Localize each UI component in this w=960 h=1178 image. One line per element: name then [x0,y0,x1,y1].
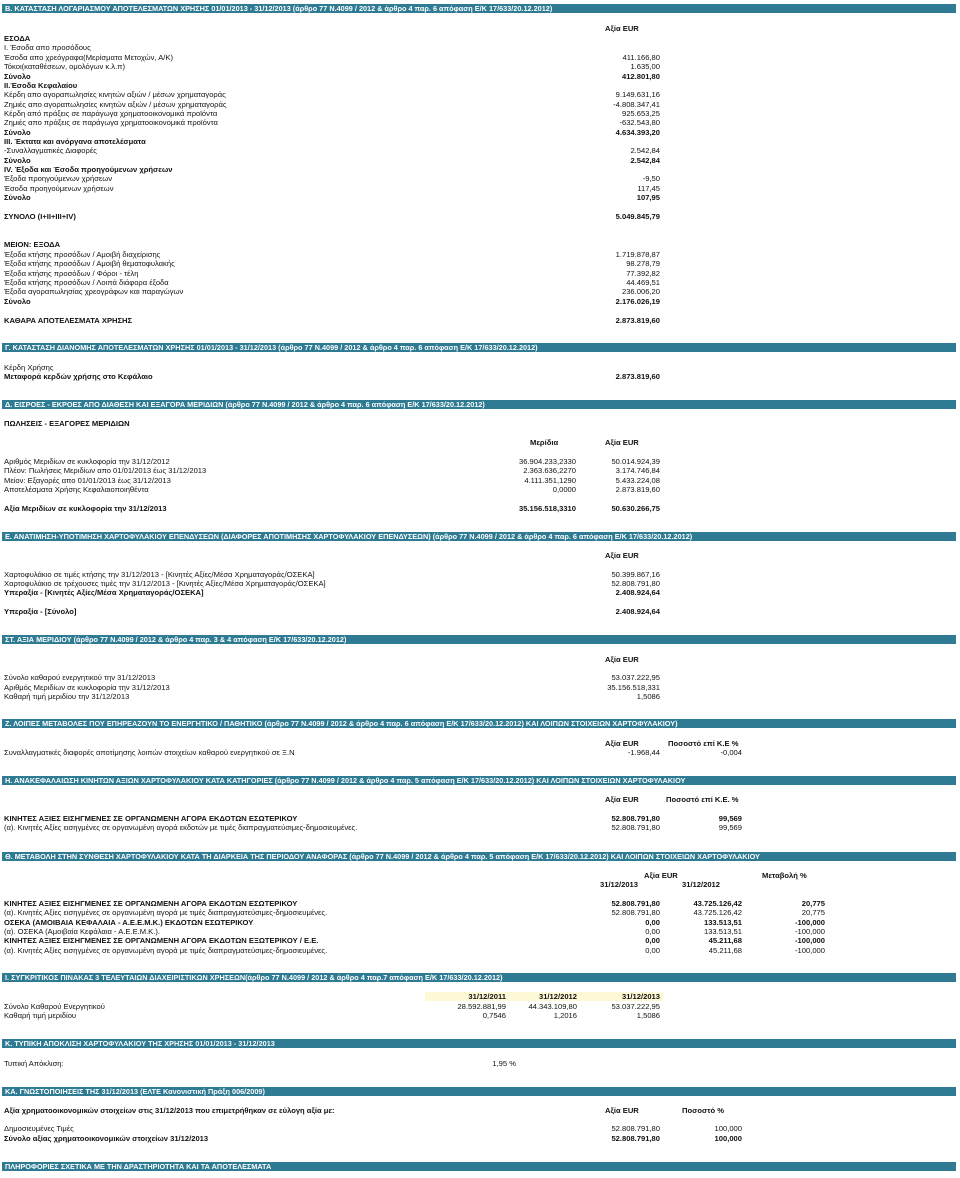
row-percent: -0,004 [720,748,742,757]
row-label: Σύνολο Καθαρού Ενεργητικού [4,1002,105,1011]
row-value: 925.653,25 [621,109,660,118]
row-label: Έξοδα προηγούμενων χρήσεων [4,174,112,183]
income-revenue-heading: Ι. Έσοδα απο προσόδους [4,43,91,52]
section-info-header: ΠΛΗΡΟΦΟΡΙΕΣ ΣΧΕΤΙΚΑ ΜΕ ΤΗΝ ΔΡΑΣΤΗΡΙΟΤΗΤΑ ΚΑΙ ΤΑ ΑΠΟΤΕΛΕΣΜΑΤΑ [2,1162,956,1171]
row-change: 20,775 [801,899,825,908]
section-e-header: Ε. ΑΝΑΤΙΜΗΣΗ-ΥΠΟΤΙΜΗΣΗ ΧΑΡΤΟΦΥΛΑΚΙΟΥ ΕΠΕΝΔΥΣΕΩΝ (ΔΙΑΦΟΡΕΣ ΑΠΟΤΙΜΗΣΗΣ ΧΑΡΤΟΦΥΛΑΚΙΟΥ ΕΠΕΝΔΥΣΕΩΝ) (άρθρο 77 Ν.4099 / 2012 & άρθρο 4 παρ. 6 απόφαση Ε/Κ 17/633/20.12.2012) [2,532,956,541]
value-eur-header: Αξία EUR [605,655,639,664]
shares-header: Μερίδια [530,438,559,447]
row-label: Κέρδη απο αγοραπωλησίες κινητών αξιών / μέσων χρηματαγοράς [4,90,226,99]
row-label: Δημοσιευμένες Τιμές [4,1124,74,1133]
row-value: 52.808.791,80 [611,1124,660,1133]
row-value: 3.174.746,84 [615,466,660,475]
row-value-2013: 0,00 [645,918,660,927]
row-value: 1.635,00 [630,62,660,71]
grand-total-label: ΣΥΝΟΛΟ (Ι+ΙΙ+ΙΙΙ+ΙV) [4,212,76,221]
capital-gain-total-label: Υπεραξία - [Σύνολο] [4,607,77,616]
subtotal-value: 107,95 [636,193,660,202]
row-shares: 36.904.233,2330 [518,457,576,466]
capital-gain-label: Υπεραξία - [Κινητές Αξίες/Μέσα Χρηματαγοράς/ΟΣΕΚΑ] [4,588,204,597]
row-label: (α). ΟΣΕΚΑ (Αμοιβαία Κεφάλαια - Α.Ε.Ε.Μ.Κ.). [4,927,160,936]
row-shares: 2.363.636,2270 [523,466,576,475]
row-shares: 4.111.351,1290 [524,476,576,485]
subtotal-value: 2.176.026,19 [615,297,660,306]
net-result-label: ΚΑΘΑΡΑ ΑΠΟΤΕΛΕΣΜΑΤΑ ΧΡΗΣΗΣ [4,316,133,325]
row-label: Μείον: Εξαγορές απο 01/01/2013 έως 31/12/2013 [4,476,171,485]
row-label: Έξοδα κτήσης προσόδων / Λοιπά διάφορα έξοδα [4,278,169,287]
prior-years-heading: ΙV. Έξοδα και Έσοδα προηγούμενων χρήσεων [4,165,173,174]
subtotal-value: 2.542,84 [630,156,660,165]
row-percent: 100,000 [714,1124,742,1133]
row-label: (α). Κινητές Αξίες εισηγμένες σε οργανωμένη αγορά με τιμές διαπραγματεύσιμες-δημοσιευμένες. [4,908,328,917]
row-value: 98.278,79 [626,259,660,268]
capital-gain-total-value: 2.408.924,64 [615,607,660,616]
row-value: 1,5086 [636,692,660,701]
row-value-2013: 0,00 [645,927,660,936]
units-outstanding-shares: 35.156.518,3310 [518,504,576,513]
row-value-2012: 133.513,51 [703,927,742,936]
row-label: Κέρδη από πράξεις σε παράγωγα χρηματοοικονομικά προϊόντα [4,109,218,118]
section-g-header: Γ. ΚΑΤΑΣΤΑΣΗ ΔΙΑΝΟΜΗΣ ΑΠΟΤΕΛΕΣΜΑΤΩΝ ΧΡΗΣΗΣ 01/01/2013 - 31/12/2013 (άρθρο 77 Ν.4099 / 2012 & άρθρο 4 παρ. 6 απόφαση Ε/Κ 17/633/20.12.2012) [2,343,956,352]
profit-heading: Κέρδη Χρήσης [4,363,54,372]
row-value: -632.543,80 [619,118,660,127]
row-value: 411.166,80 [622,53,660,62]
row-value-2012: 133.513,51 [703,918,742,927]
section-i-header: Ι. ΣΥΓΚΡΙΤΙΚΟΣ ΠΙΝΑΚΑΣ 3 ΤΕΛΕΥΤΑΙΩΝ ΔΙΑΧΕΙΡΙΣΤΙΚΩΝ ΧΡΗΣΕΩΝ(άρθρο 77 Ν.4099 / 2012 & άρθρο 4 παρ.7 απόφαση Ε/Κ 17/633/20.12.2012) [2,973,956,982]
row-value: 236.006,20 [621,287,660,296]
row-change: -100,000 [795,936,825,945]
row-label: Αποτελέσματα Χρήσης Κεφαλαιοποιηθέντα [4,485,149,494]
std-deviation-label: Τυπική Απόκλιση: [4,1059,64,1068]
row-label: Καθαρή τιμή μεριδίου [4,1011,77,1020]
row-label: Ζημιές απο πράξεις σε παράγωγα χρηματοοικονομικά προϊόντα [4,118,218,127]
section-th-header: Θ. ΜΕΤΑΒΟΛΗ ΣΤΗΝ ΣΥΝΘΕΣΗ ΧΑΡΤΟΦΥΛΑΚΙΟΥ ΚΑΤΑ ΤΗ ΔΙΑΡΚΕΙΑ ΤΗΣ ΠΕΡΙΟΔΟΥ ΑΝΑΦΟΡΑΣ (άρθρο 77 Ν.4099 / 2012 & άρθρο 4 παρ. 5 απόφαση Ε/Κ 17/633/20.12.2012) ΚΑΙ ΛΟΙΠΩΝ ΣΤΟΙΧΕΙΩΝ ΧΑΡΤΟΦΥΛΑΚΙΟΥ [2,852,956,861]
row-value: 77.392,82 [626,269,660,278]
row-label: Ζημιές απο αγοραπωλησίες κινητών αξιών / μέσων χρηματαγοράς [4,100,227,109]
row-value: 5.433.224,08 [615,476,660,485]
row-label: Αριθμός Μεριδίων σε κυκλοφορία την 31/12/2013 [4,683,170,692]
subtotal-value: 412.801,80 [621,72,660,81]
fair-value-total-label: Σύνολο αξίας χρηματοοικονομικών στοιχείων 31/12/2013 [4,1134,209,1143]
income-title: ΕΣΟΔΑ [4,34,31,43]
row-label: Χαρτοφυλάκιο σε τρέχουσες τιμές την 31/12/2013 - [Κινητές Αξίες/Μέσα Χρηματαγοράς/ΟΣΕΚΑ] [4,579,326,588]
row-value-2013: 0,00 [645,946,660,955]
date-2013-header: 31/12/2013 [621,992,660,1001]
row-label: Έσοδα προηγούμενων χρήσεων [4,184,114,193]
sales-redemptions-title: ΠΩΛΗΣΕΙΣ - ΕΞΑΓΟΡΕΣ ΜΕΡΙΔΙΩΝ [4,419,130,428]
section-h-header: Η. ΑΝΑΚΕΦΑΛΑΙΩΣΗ ΚΙΝΗΤΩΝ ΑΞΙΩΝ ΧΑΡΤΟΦΥΛΑΚΙΟΥ ΚΑΤΑ ΚΑΤΗΓΟΡΙΕΣ (άρθρο 77 Ν.4099 / 2012 & άρθρο 4 παρ. 5 απόφαση Ε/Κ 17/633/20.12.2012) ΚΑΙ ΛΟΙΠΩΝ ΣΤΟΙΧΕΙΩΝ ΧΑΡΤΟΦΥΛΑΚΙΟΥ [2,776,956,785]
row-value: -1.968,44 [627,748,660,757]
section-ka-header: ΚΑ. ΓΝΩΣΤΟΠΟΙΗΣΕΙΣ ΤΗΣ 31/12/2013 (ΕΛΤΕ Κανονιστική Πράξη 006/2009) [2,1087,956,1096]
section-d-header: Δ. ΕΙΣΡΟΕΣ - ΕΚΡΟΕΣ ΑΠΟ ΔΙΑΘΕΣΗ ΚΑΙ ΕΞΑΓΟΡΑ ΜΕΡΙΔΙΩΝ (άρθρο 77 Ν.4099 / 2012 & άρθρο 4 παρ. 6 απόφαση Ε/Κ 17/633/20.12.2012) [2,400,956,409]
subtotal-label: Σύνολο [4,297,31,306]
row-value-2011: 0,7546 [482,1011,506,1020]
row-value: 52.808.791,80 [611,814,660,823]
date-2012-header: 31/12/2012 [682,880,721,889]
units-outstanding-value: 50.630.266,75 [611,504,660,513]
std-deviation-value: 1,95 % [492,1059,516,1068]
row-value-2013: 1,5086 [636,1011,660,1020]
value-eur-header: Αξία EUR [605,438,639,447]
row-value-2013: 0,00 [645,936,660,945]
row-value: 44.469,51 [626,278,660,287]
value-eur-header: Αξία EUR [605,24,639,33]
subtotal-value: 4.634.393,20 [615,128,660,137]
row-value: 2.873.819,60 [615,485,660,494]
row-label: Έξοδα κτήσης προσόδων / Φόροι - τέλη [4,269,139,278]
section-z-header: Ζ. ΛΟΙΠΕΣ ΜΕΤΑΒΟΛΕΣ ΠΟΥ ΕΠΗΡΕΑΖΟΥΝ ΤΟ ΕΝΕΡΓΗΤΙΚΟ / ΠΑΘΗΤΙΚΟ (άρθρο 77 Ν.4099 / 2012 & άρθρο 4 παρ. 6 απόφαση Ε/Κ 17/633/20.12.2012) ΚΑΙ ΛΟΙΠΩΝ ΣΤΟΙΧΕΙΩΝ ΧΑΡΤΟΦΥΛΑΚΙΟΥ) [2,719,956,728]
fair-value-total-percent: 100,000 [714,1134,742,1143]
row-change: -100,000 [795,918,825,927]
value-eur-header: Αξία EUR [605,1106,639,1115]
row-label: Έξοδα κτήσης προσόδων / Αμοιβή θεματοφυλακής [4,259,175,268]
row-change: 20,775 [801,908,825,917]
row-label: Χαρτοφυλάκιο σε τιμές κτήσης την 31/12/2013 - [Κινητές Αξίες/Μέσα Χρηματαγοράς/ΟΣΕΚΑ] [4,570,315,579]
subtotal-label: Σύνολο [4,128,31,137]
row-label: Αριθμός Μεριδίων σε κυκλοφορία την 31/12/2012 [4,457,170,466]
profit-transfer-value: 2.873.819,60 [615,372,660,381]
row-label: Τόκοι(καταθέσεων, ομολόγων κ.λ.π) [4,62,125,71]
subtotal-label: Σύνολο [4,156,31,165]
section-k-header: Κ. ΤΥΠΙΚΗ ΑΠΟΚΛΙΣΗ ΧΑΡΤΟΦΥΛΑΚΙΟΥ ΤΗΣ ΧΡΗΣΗΣ 01/01/2013 - 31/12/2013 [2,1039,956,1048]
row-change: -100,000 [795,927,825,936]
row-label: Πλέον: Πωλήσεις Μεριδίων απο 01/01/2013 έως 31/12/2013 [4,466,207,475]
units-outstanding-label: Αξία Μεριδίων σε κυκλοφορία την 31/12/2013 [4,504,167,513]
fair-value-title: Αξία χρηματοοικονομικών στοιχείων στις 31/12/2013 που επιμετρήθηκαν σε εύλογη αξία με: [4,1106,335,1115]
row-value-2011: 28.592.881,99 [457,1002,506,1011]
row-value: 53.037.222,95 [611,673,660,682]
row-value-2012: 44.343.109,80 [528,1002,577,1011]
row-label: ΚΙΝΗΤΕΣ ΑΞΙΕΣ ΕΙΣΗΓΜΕΝΕΣ ΣΕ ΟΡΓΑΝΩΜΕΝΗ ΑΓΟΡΑ ΕΚΔΟΤΩΝ ΕΣΩΤΕΡΙΚΟΥ [4,899,298,908]
row-value: 52.808.791,80 [611,579,660,588]
row-value: 52.808.791,80 [611,823,660,832]
value-eur-header: Αξία EUR [605,551,639,560]
row-label: (α). Κινητές Αξίες εισηγμένες σε οργανωμένη αγορά με τιμές διαπραγματεύσιμες-δημοσιευμένες. [4,946,328,955]
row-value-2012: 45.211,68 [708,936,742,945]
row-value: 50.399.867,16 [611,570,660,579]
date-2011-header: 31/12/2011 [468,992,506,1001]
row-value-2012: 1,2016 [553,1011,577,1020]
row-label: Συναλλαγματικές διαφορές αποτίμησης λοιπών στοιχείων καθαρού ενεργητικού σε Ξ.Ν [4,748,295,757]
row-value: 117,45 [637,184,660,193]
row-value: -9,50 [642,174,660,183]
fair-value-total-value: 52.808.791,80 [611,1134,660,1143]
row-label: Σύνολο καθαρού ενεργητικού την 31/12/2013 [4,673,156,682]
row-label: ΚΙΝΗΤΕΣ ΑΞΙΕΣ ΕΙΣΗΓΜΕΝΕΣ ΣΕ ΟΡΓΑΝΩΜΕΝΗ ΑΓΟΡΑ ΕΚΔΟΤΩΝ ΕΣΩΤΕΡΙΚΟΥ [4,814,298,823]
row-label: ΚΙΝΗΤΕΣ ΑΞΙΕΣ ΕΙΣΗΓΜΕΝΕΣ ΣΕ ΟΡΓΑΝΩΜΕΝΗ ΑΓΟΡΑ ΕΚΔΟΤΩΝ ΕΞΩΤΕΡΙΚΟΥ / Ε.Ε. [4,936,319,945]
subtotal-label: Σύνολο [4,193,31,202]
row-shares: 0,0000 [552,485,576,494]
extraordinary-heading: ΙΙΙ. Έκτατα και ανόργανα αποτελέσματα [4,137,146,146]
capital-income-heading: ΙΙ.Έσοδα Κεφαλαίου [4,81,78,90]
percent-nav-header: Ποσοστό επί Κ.Ε. % [666,795,739,804]
row-value: 35.156.518,331 [607,683,660,692]
row-value: 50.014.924,39 [611,457,660,466]
row-percent: 99,569 [718,814,742,823]
row-label: Έξοδα κτήσης προσόδων / Αμοιβή διαχείρισης [4,250,161,259]
value-eur-header: Αξία EUR [644,871,678,880]
row-label: Καθαρή τιμή μεριδίου την 31/12/2013 [4,692,130,701]
row-change: -100,000 [795,946,825,955]
row-label: ΟΣΕΚΑ (ΑΜΟΙΒΑΙΑ ΚΕΦΑΛΑΙΑ - Α.Ε.Ε.Μ.Κ.) ΕΚΔΟΤΩΝ ΕΣΩΤΕΡΙΚΟΥ [4,918,254,927]
expenses-title: ΜΕΙΟΝ: ΕΞΟΔΑ [4,240,61,249]
row-value: -4.808.347,41 [613,100,660,109]
row-label: Έσοδα απο χρεόγραφα(Μερίσματα Μετοχών, Α/Κ) [4,53,173,62]
capital-gain-value: 2.408.924,64 [615,588,660,597]
row-value: 2.542,84 [630,146,660,155]
date-2013-header: 31/12/2013 [600,880,639,889]
net-result-value: 2.873.819,60 [615,316,660,325]
row-value: 1.719.878,87 [615,250,660,259]
row-label: Έξοδα αγοραπωλησίας χρεογράφων και παραγώγων [4,287,184,296]
row-value-2012: 45.211,68 [708,946,742,955]
value-eur-header: Αξία EUR [605,739,639,748]
grand-total-value: 5.049.845,79 [615,212,660,221]
row-value: 9.149.631,16 [615,90,660,99]
date-2012-header: 31/12/2012 [538,992,577,1001]
value-eur-header: Αξία EUR [605,795,639,804]
section-b-header: Β. ΚΑΤΑΣΤΑΣΗ ΛΟΓΑΡΙΑΣΜΟΥ ΑΠΟΤΕΛΕΣΜΑΤΩΝ ΧΡΗΣΗΣ 01/01/2013 - 31/12/2013 (άρθρο 77 Ν.4099 / 2012 & άρθρο 4 παρ. 6 απόφαση Ε/Κ 17/633/20.12.2012) [2,4,956,13]
row-label: (α). Κινητές Αξίες εισηγμένες σε οργανωμένη αγορά εκδοτών με τιμές διαπραγματεύσιμες-δημοσιευμένες. [4,823,358,832]
row-value-2012: 43.725.126,42 [693,908,742,917]
profit-transfer-label: Μεταφορά κερδών χρήσης στο Κεφάλαιο [4,372,153,381]
section-st-header: ΣΤ. ΑΞΙΑ ΜΕΡΙΔΙΟΥ (άρθρο 77 Ν.4099 / 2012 & άρθρο 4 παρ. 3 & 4 απόφαση Ε/Κ 17/633/20.12.2012) [2,635,956,644]
row-label: -Συναλλαγματικές Διαφορές [4,146,97,155]
percent-nav-header: Ποσοστό επί Κ.Ε % [668,739,739,748]
subtotal-label: Σύνολο [4,72,31,81]
row-value-2013: 52.808.791,80 [611,899,660,908]
percent-header: Ποσοστό % [682,1106,725,1115]
row-percent: 99,569 [718,823,742,832]
row-value-2012: 43.725.126,42 [693,899,742,908]
row-value-2013: 53.037.222,95 [611,1002,660,1011]
change-header: Μεταβολή % [762,871,807,880]
row-value-2013: 52.808.791,80 [611,908,660,917]
